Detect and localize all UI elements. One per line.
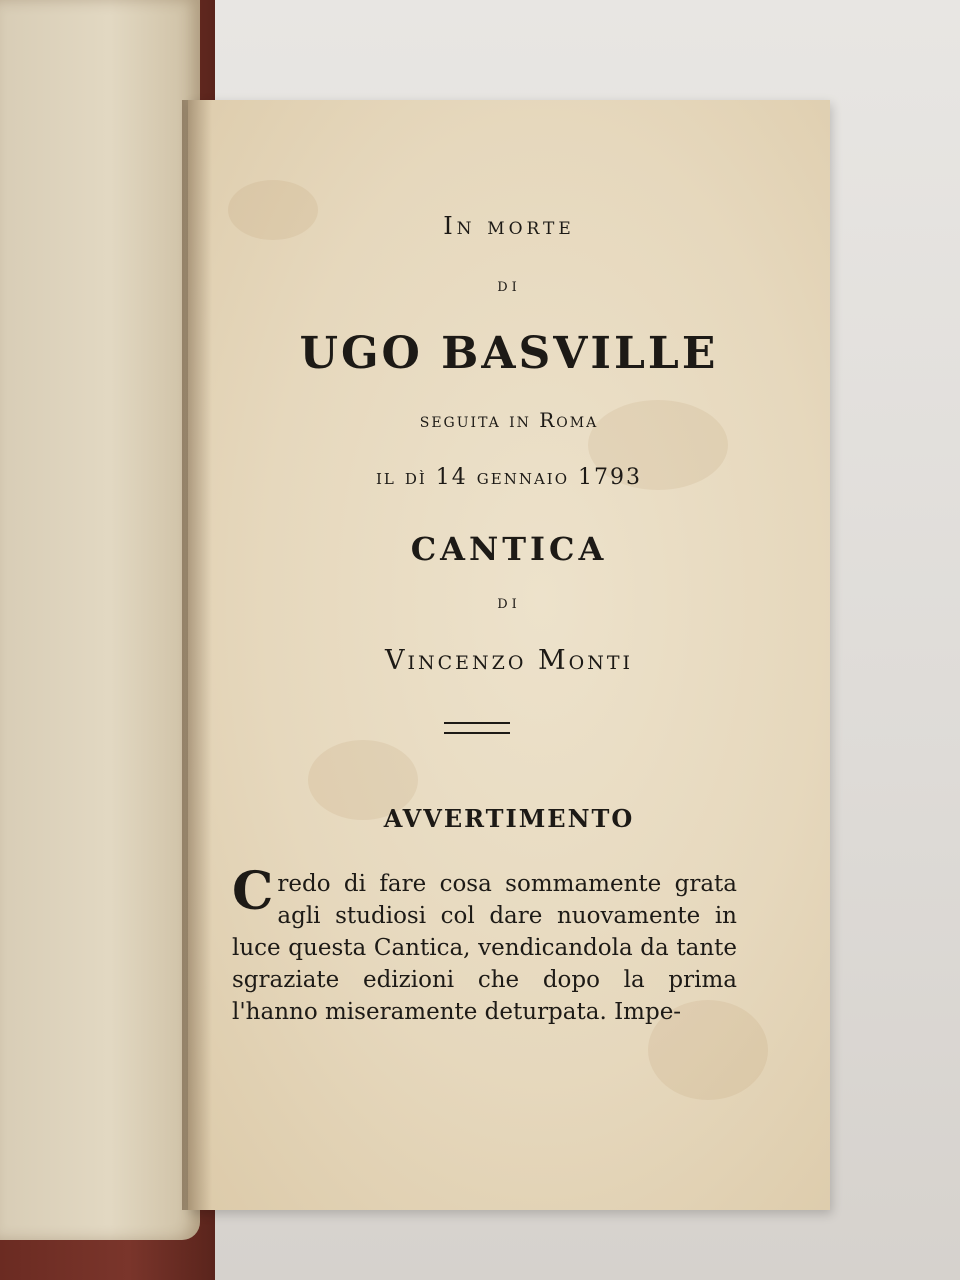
section-heading: AVVERTIMENTO	[383, 804, 635, 833]
foreword-paragraph	[232, 861, 737, 1028]
title-author: Vincenzo Monti	[384, 645, 634, 676]
drop-cap: C	[232, 861, 274, 922]
title-line-date: il dì 14 gennaio 1793	[375, 465, 643, 490]
title-name: UGO BASVILLE	[299, 328, 719, 379]
title-cantica: CANTICA	[410, 530, 608, 568]
title-line-in-morte: In morte	[443, 212, 575, 240]
paragraph-text: redo di fare cosa sommamente grata agli studiosi col dare nuovamente in luce questa Cantica, vendicandola da tante sgraziate edizioni che dopo la prima l'hanno miseramente deturpata. Impe-	[232, 871, 737, 1025]
double-rule-top	[444, 722, 510, 724]
title-line-seguita: seguita in Roma	[419, 408, 599, 432]
title-line-di-2: di	[497, 592, 521, 613]
left-page	[0, 0, 200, 1240]
double-rule-bottom	[444, 732, 510, 734]
title-line-di: di	[497, 275, 521, 296]
